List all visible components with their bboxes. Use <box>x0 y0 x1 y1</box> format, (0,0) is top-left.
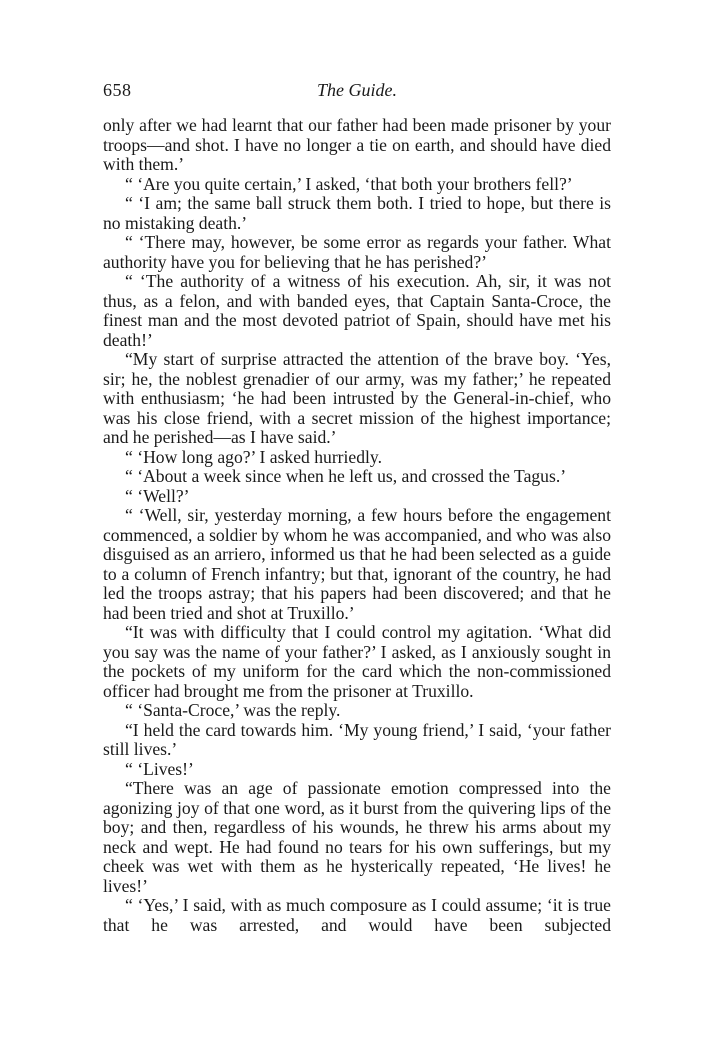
page-number: 658 <box>103 80 132 100</box>
paragraph: “ ‘There may, however, be some error as regards your father. What authority have you for believing that he has perished?’ <box>103 232 611 272</box>
paragraph: “ ‘How long ago?’ I asked hurriedly. <box>125 446 382 467</box>
paragraph: “It was with difficulty that I could control my agitation. ‘What did you say was the name of your father?’ I asked, as I anxiously sought in the pockets of my uniform for the card which the non-commissioned officer had brought me from the prisoner at Truxillo. <box>103 622 611 701</box>
paragraph: “ ‘Are you quite certain,’ I asked, ‘that both your brothers fell?’ <box>125 173 573 194</box>
paragraph: “ ‘Well, sir, yesterday morning, a few hours before the engagement commenced, a soldier by whom he was accompanied, and who was also disguised as an arriero, informed us that he had been selected as a guide to a column of French infantry; but that, ignorant of the country, he had led the troops astray; that his papers had been discovered; and that he had been tried and shot at Truxillo.’ <box>103 505 611 623</box>
paragraph: “ ‘The authority of a witness of his execution. Ah, sir, it was not thus, as a felon, and with banded eyes, that Captain Santa-Croce, the finest man and the most devoted patriot of Spain, should have met his death!’ <box>103 271 611 350</box>
running-title: The Guide. <box>317 80 397 100</box>
body-text <box>103 116 611 935</box>
paragraph: only after we had learnt that our father had been made prisoner by your troops—and shot. I have no longer a tie on earth, and should have died with them.’ <box>103 115 611 174</box>
paragraph: “ ‘Well?’ <box>125 485 190 506</box>
paragraph: “I held the card towards him. ‘My young friend,’ I said, ‘your father still lives.’ <box>103 719 611 759</box>
page-header <box>103 80 611 110</box>
book-page <box>103 80 611 935</box>
paragraph: “ ‘Lives!’ <box>125 758 194 779</box>
paragraph: “My start of surprise attracted the attention of the brave boy. ‘Yes, sir; he, the noblest grenadier of our army, was my father;’ he repeated with enthusiasm; ‘he had been intrusted by the General-in-chief, who was his close friend, with a secret mission of the highest importance; and he perished—as I have said.’ <box>103 349 611 447</box>
paragraph: “ ‘Santa-Croce,’ was the reply. <box>125 700 341 720</box>
paragraph: “ ‘I am; the same ball struck them both. I tried to hope, but there is no mistaking death.’ <box>103 193 611 233</box>
paragraph: “ ‘About a week since when he left us, and crossed the Tagus.’ <box>125 466 567 486</box>
paragraph: “There was an age of passionate emotion compressed into the agonizing joy of that one word, as it burst from the quivering lips of the boy; and then, regardless of his wounds, he threw his arms about my neck and wept. He had found no tears for his own sufferings, but my cheek was wet with them as he hysterically repeated, ‘He lives! he lives!’ <box>103 778 611 896</box>
paragraph: “ ‘Yes,’ I said, with as much composure as I could assume; ‘it is true that he was arrested, and would have been subjected <box>103 895 611 935</box>
